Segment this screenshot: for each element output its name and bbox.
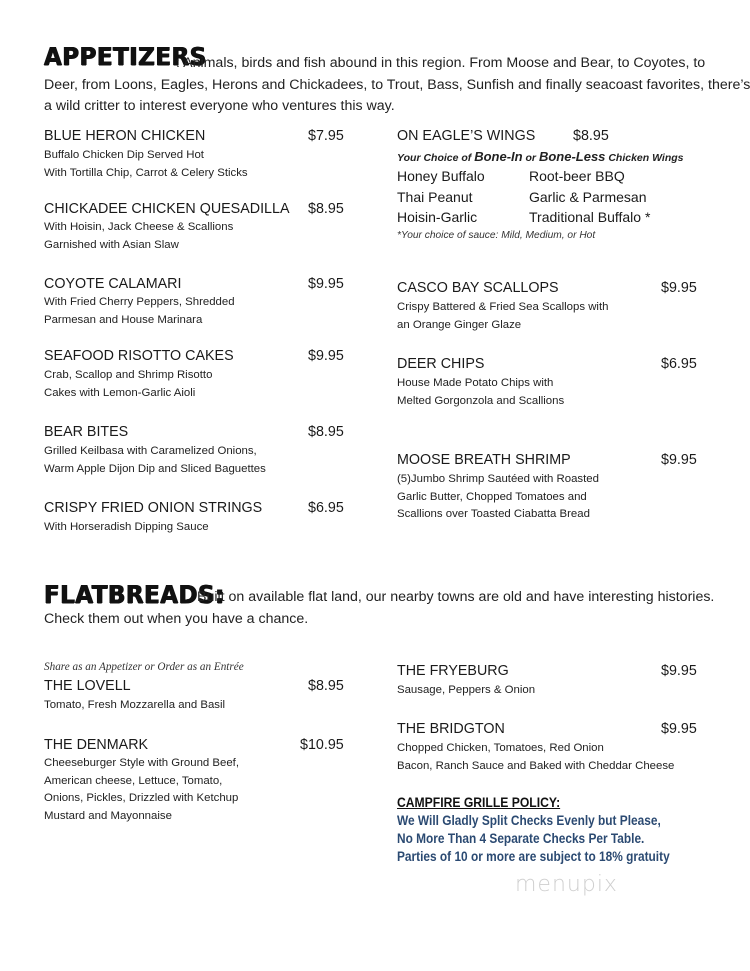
sauce-option: Traditional Buffalo *	[529, 209, 651, 225]
policy-line: Parties of 10 or more are subject to 18% gratuity	[397, 849, 670, 864]
menu-item-price: $9.95	[308, 348, 344, 364]
menu-item-description	[397, 740, 674, 775]
menu-item-price: $9.95	[661, 721, 697, 737]
appetizers-heading: APPETIZERS	[44, 42, 207, 71]
menu-item-description	[44, 443, 266, 478]
flatbreads-heading: FLATBREADS:	[44, 580, 225, 609]
menu-item-name: MOOSE BREATH SHRIMP	[397, 452, 571, 468]
menu-item-description	[397, 299, 608, 334]
menu-item-name: THE BRIDGTON	[397, 721, 505, 737]
description-line: With Fried Cherry Peppers, Shredded	[44, 296, 235, 308]
description-line: an Orange Ginger Glaze	[397, 318, 522, 331]
description-line: (5)Jumbo Shrimp Sautéed with Roasted	[397, 473, 599, 485]
wings-sub-bone-less: Bone-Less	[538, 149, 606, 164]
menu-item-name: THE DENMARK	[44, 737, 149, 753]
menu-item-price: $8.95	[573, 128, 609, 144]
description-line: Melted Gorgonzola and Scallions	[397, 394, 565, 407]
wings-choice-subtitle	[397, 149, 684, 164]
menu-item-description	[397, 471, 599, 524]
policy-title: CAMPFIRE GRILLE POLICY:	[397, 795, 561, 810]
menu-item-price: $9.95	[308, 276, 344, 292]
menu-item-price: $10.95	[300, 737, 344, 753]
description-line: Sausage, Peppers & Onion	[397, 684, 536, 696]
description-line: House Made Potato Chips with	[397, 377, 554, 389]
description-line: Tomato, Fresh Mozzarella and Basil	[44, 699, 226, 711]
description-line: With Hoisin, Jack Cheese & Scallions	[44, 221, 234, 233]
wings-sub-text: or	[522, 152, 539, 164]
menu-item-price: $9.95	[661, 663, 697, 679]
menu-item-price: $7.95	[308, 128, 344, 144]
sauce-option: Hoisin-Garlic	[397, 209, 478, 225]
menu-item-description	[44, 219, 233, 254]
menu-item-name: DEER CHIPS	[397, 356, 485, 372]
sauce-option: Root-beer BBQ	[529, 168, 625, 184]
menu-item-description	[44, 519, 209, 537]
description-line: American cheese, Lettuce, Tomato,	[44, 774, 223, 787]
share-note: Share as an Appetizer or Order as an Entrée	[44, 661, 244, 673]
menu-item-name: SEAFOOD RISOTTO CAKES	[44, 348, 234, 364]
appetizers-intro-line: Deer, from Loons, Eagles, Herons and Chickadees, to Trout, Bass, Sunfish and finally seacoast favorites, there’s	[44, 77, 750, 93]
menu-item-name: BEAR BITES	[44, 424, 129, 440]
appetizers-intro-line: : Animals, birds and fish abound in this region. From Moose and Bear, to Coyotes, to	[176, 55, 706, 71]
menu-item-description	[44, 147, 248, 182]
sauce-option: Garlic & Parmesan	[529, 189, 647, 205]
menu-item-name: COYOTE CALAMARI	[44, 276, 182, 292]
sauce-note: *Your choice of sauce: Mild, Medium, or Hot	[397, 230, 596, 241]
menu-item-name: CHICKADEE CHICKEN QUESADILLA	[44, 201, 290, 217]
menu-item-name: THE FRYEBURG	[397, 663, 509, 679]
flatbreads-intro-line: Built on available flat land, our nearby towns are old and have interesting histories.	[197, 589, 715, 605]
description-line: Chopped Chicken, Tomatoes, Red Onion	[397, 742, 604, 754]
description-line: With Tortilla Chip, Carrot & Celery Sticks	[44, 166, 248, 179]
description-line: Grilled Keilbasa with Caramelized Onions,	[44, 445, 257, 457]
menu-item-description	[44, 367, 212, 402]
menu-item-name: CASCO BAY SCALLOPS	[397, 280, 559, 296]
description-line: Crispy Battered & Fried Sea Scallops with	[397, 301, 609, 313]
menu-item-price: $6.95	[661, 356, 697, 372]
flatbreads-intro-line: Check them out when you have a chance.	[44, 611, 309, 627]
sauce-option: Thai Peanut	[397, 189, 473, 205]
appetizers-intro-line: a wild critter to interest everyone who ventures this way.	[44, 98, 395, 114]
menu-item-name: ON EAGLE’S WINGS	[397, 128, 536, 144]
menu-item-description	[44, 697, 225, 715]
menu-item-price: $6.95	[308, 500, 344, 516]
description-line: Scallions over Toasted Ciabatta Bread	[397, 508, 590, 520]
description-line: Crab, Scallop and Shrimp Risotto	[44, 369, 213, 381]
description-line: With Horseradish Dipping Sauce	[44, 521, 209, 533]
description-line: Buffalo Chicken Dip Served Hot	[44, 149, 204, 161]
sauce-option: Honey Buffalo	[397, 168, 485, 184]
menu-item-description	[44, 755, 239, 825]
description-line: Cheeseburger Style with Ground Beef,	[44, 757, 240, 769]
menu-item-price: $8.95	[308, 678, 344, 694]
policy-line: We Will Gladly Split Checks Evenly but Please,	[397, 813, 661, 828]
description-line: Garnished with Asian Slaw	[44, 238, 179, 251]
wings-sub-bone-in: Bone-In	[474, 149, 523, 164]
menu-item-description	[44, 294, 235, 329]
wings-sub-text: Your Choice of	[397, 152, 475, 164]
description-line: Warm Apple Dijon Dip and Sliced Baguettes	[44, 462, 266, 475]
description-line: Mustard and Mayonnaise	[44, 809, 172, 822]
menu-item-name: BLUE HERON CHICKEN	[44, 128, 206, 144]
description-line: Cakes with Lemon-Garlic Aioli	[44, 386, 196, 399]
menu-item-name: THE LOVELL	[44, 678, 131, 694]
description-line: Garlic Butter, Chopped Tomatoes and	[397, 490, 587, 503]
menu-item-price: $9.95	[661, 280, 697, 296]
menu-item-description	[397, 375, 564, 410]
menu-item-description	[397, 682, 535, 700]
description-line: Onions, Pickles, Drizzled with Ketchup	[44, 792, 239, 804]
wings-sub-text: Chicken Wings	[605, 152, 684, 164]
policy-line: No More Than 4 Separate Checks Per Table.	[397, 831, 645, 846]
menu-item-price: $8.95	[308, 201, 344, 217]
menu-item-price: $9.95	[661, 452, 697, 468]
menupix-watermark: menupix	[515, 872, 618, 897]
description-line: Bacon, Ranch Sauce and Baked with Cheddar Cheese	[397, 759, 675, 772]
menu-item-price: $8.95	[308, 424, 344, 440]
menu-item-name: CRISPY FRIED ONION STRINGS	[44, 500, 263, 516]
description-line: Parmesan and House Marinara	[44, 313, 203, 326]
